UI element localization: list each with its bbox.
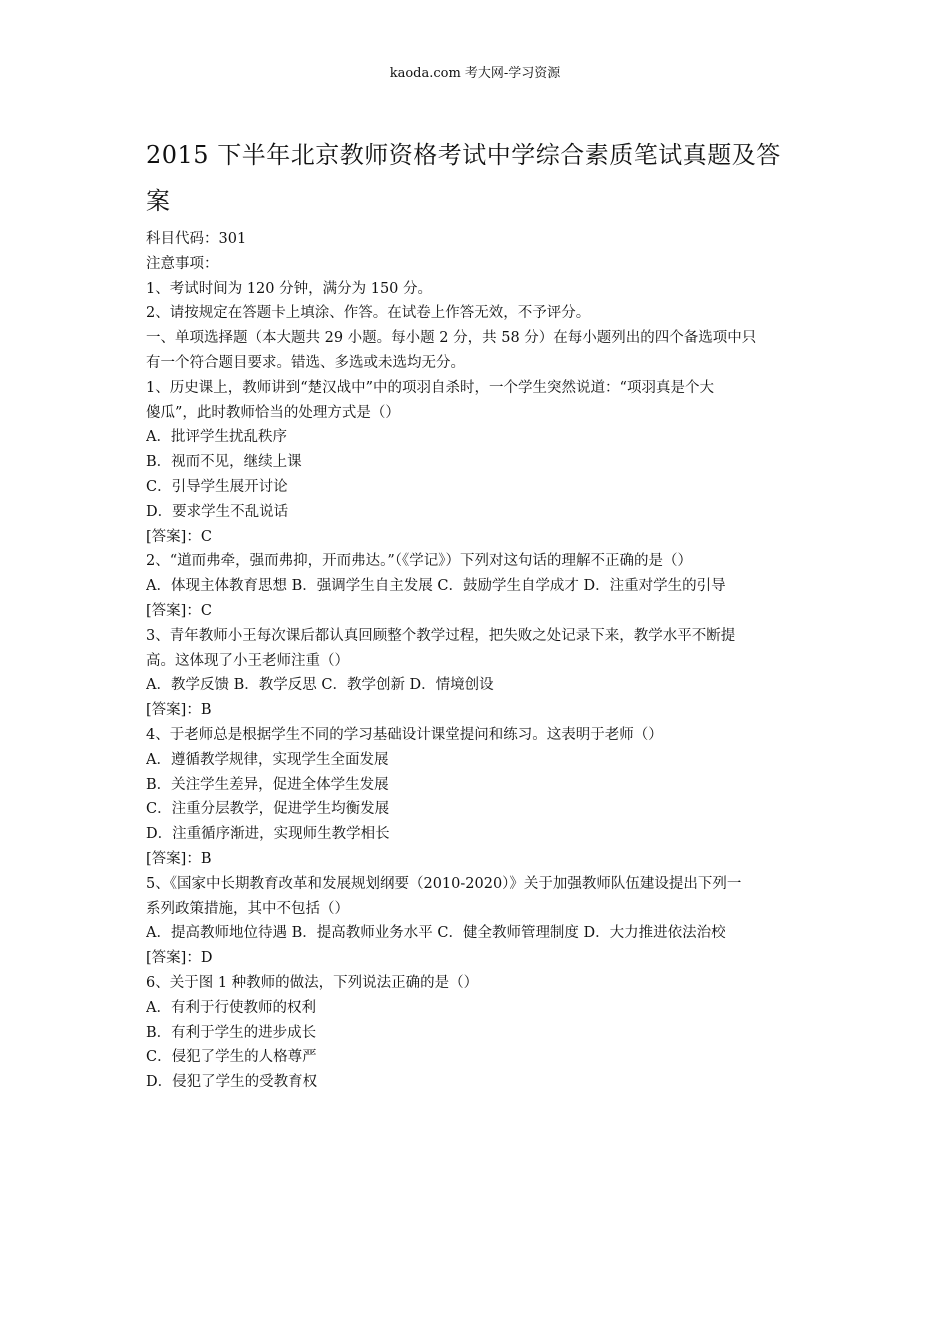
answer-options: A．教学反馈 B．教学反思 C．教学创新 D．情境创设 <box>146 677 494 694</box>
title-line-2: 案 <box>146 187 171 215</box>
document-body <box>146 227 826 1095</box>
question-text: 2、“道而弗牵，强而弗抑，开而弗达。”（《学记》）下列对这句话的理解不正确的是（） <box>146 553 693 570</box>
answer-option: C．注重分层教学，促进学生均衡发展 <box>146 801 390 818</box>
answer-option: A．有利于行使教师的权利 <box>146 999 316 1016</box>
answer-key: [答案]：C <box>146 602 212 619</box>
answer-option: D．侵犯了学生的受教育权 <box>146 1074 318 1091</box>
answer-options: A．体现主体教育思想 B．强调学生自主发展 C．鼓励学生自学成才 D．注重对学生的引导 <box>146 578 726 595</box>
answer-key: [答案]：B <box>146 850 212 867</box>
answer-option: B．关注学生差异，促进全体学生发展 <box>146 776 389 793</box>
question-text: 傻瓜”，此时教师恰当的处理方式是（） <box>146 404 400 421</box>
note-item: 2、请按规定在答题卡上填涂、作答。在试卷上作答无效，不予评分。 <box>146 305 591 322</box>
note-item: 1、考试时间为 120 分钟，满分为 150 分。 <box>146 280 433 297</box>
section-heading: 一、单项选择题（本大题共 29 小题。每小题 2 分，共 58 分）在每小题列出的四个备选项中只 <box>146 330 757 347</box>
answer-option: C．引导学生展开讨论 <box>146 478 288 495</box>
answer-key: [答案]：C <box>146 528 212 545</box>
question-text: 1、历史课上，教师讲到“楚汉战中”中的项羽自杀时，一个学生突然说道：“项羽真是个大 <box>146 379 714 396</box>
question-text: 4、于老师总是根据学生不同的学习基础设计课堂提问和练习。这表明于老师（） <box>146 726 663 743</box>
answer-option: D．要求学生不乱说话 <box>146 503 289 520</box>
answer-key: [答案]：B <box>146 702 212 719</box>
answer-option: C．侵犯了学生的人格尊严 <box>146 1049 317 1066</box>
question-text: 3、青年教师小王每次课后都认真回顾整个教学过程，把失败之处记录下来，教学水平不断提 <box>146 627 736 644</box>
notes-heading: 注意事项： <box>146 255 219 272</box>
answer-key: [答案]：D <box>146 950 213 967</box>
answer-option: D．注重循序渐进，实现师生教学相长 <box>146 826 390 843</box>
subject-code: 科目代码：301 <box>146 231 247 247</box>
title-line-1: 2015 下半年北京教师资格考试中学综合素质笔试真题及答 <box>146 141 781 169</box>
answer-option: A．遵循教学规律，实现学生全面发展 <box>146 751 389 768</box>
question-text: 5、《国家中长期教育改革和发展规划纲要（2010-2020）》关于加强教师队伍建设提出下列一 <box>146 875 742 892</box>
answer-option: B．视而不见，继续上课 <box>146 454 302 471</box>
document-title <box>146 132 826 224</box>
answer-option: A．批评学生扰乱秩序 <box>146 429 287 446</box>
answer-option: B．有利于学生的进步成长 <box>146 1024 317 1041</box>
section-heading-cont: 有一个符合题目要求。错选、多选或未选均无分。 <box>146 354 465 371</box>
question-text: 6、关于图 1 种教师的做法，下列说法正确的是（） <box>146 974 479 991</box>
answer-options: A．提高教师地位待遇 B．提高教师业务水平 C．健全教师管理制度 D．大力推进依法治校 <box>146 925 726 942</box>
question-text: 系列政策措施，其中不包括（） <box>146 900 349 917</box>
question-text: 高。这体现了小王老师注重（） <box>146 652 349 669</box>
page-header: kaoda.com 考大网-学习资源 <box>389 66 561 81</box>
